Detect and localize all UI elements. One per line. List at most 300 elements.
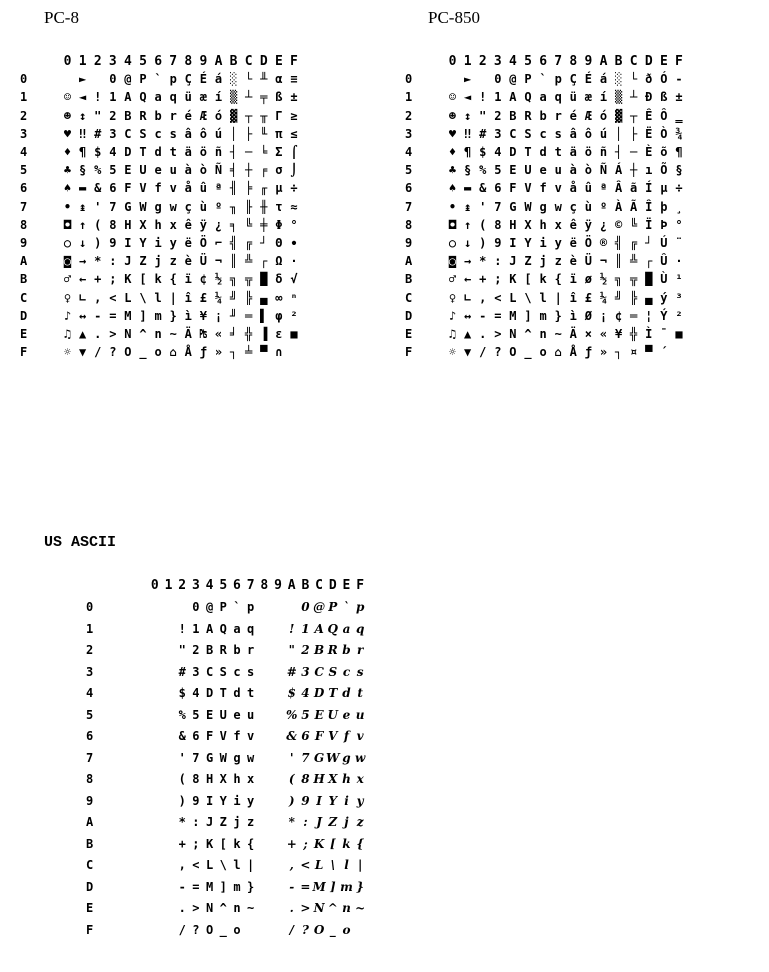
- char-cell: d: [154, 145, 162, 160]
- char-cell: [286, 343, 301, 361]
- char-cell: [271, 833, 285, 855]
- char-cell: ₧: [199, 326, 207, 341]
- char-cell: 0: [192, 600, 200, 615]
- table-row: [86, 919, 367, 941]
- char-cell: [258, 833, 272, 855]
- char-cell: Y: [328, 793, 338, 808]
- char-cell: [258, 769, 272, 791]
- table-row: [405, 161, 687, 179]
- char-cell: ╚: [630, 217, 638, 232]
- char-cell: [: [329, 836, 336, 851]
- char-cell: [258, 618, 272, 640]
- row-label: 4: [20, 145, 28, 160]
- char-cell: ]: [524, 308, 532, 323]
- char-cell: z: [356, 815, 364, 830]
- char-cell: ª: [599, 181, 608, 196]
- char-cell: D: [313, 686, 325, 701]
- column-header: A: [599, 53, 608, 69]
- column-header: 4: [124, 53, 132, 69]
- char-cell: [148, 640, 162, 662]
- row-label: 9: [86, 793, 94, 808]
- char-cell: l: [154, 290, 162, 305]
- usascii-charset-table: [86, 575, 367, 941]
- char-cell: [271, 726, 285, 748]
- char-cell: [258, 747, 272, 769]
- char-cell: R: [139, 108, 147, 123]
- char-cell: x: [247, 772, 255, 787]
- char-cell: ◘: [448, 217, 457, 232]
- char-cell: Î: [645, 199, 653, 214]
- char-cell: ╦: [245, 272, 253, 287]
- char-cell: ¼: [214, 290, 223, 305]
- char-cell: A: [124, 90, 132, 105]
- char-cell: |: [169, 290, 177, 305]
- char-cell: r: [247, 643, 255, 658]
- row-label: 2: [405, 108, 413, 123]
- char-cell: Y: [139, 235, 147, 250]
- column-header: F: [356, 578, 365, 594]
- char-cell: a: [342, 621, 351, 636]
- char-cell: /: [479, 345, 487, 360]
- char-cell: L: [205, 858, 214, 873]
- char-cell: P: [219, 600, 227, 615]
- column-header: E: [274, 53, 283, 69]
- char-cell: Ô: [660, 108, 668, 123]
- char-cell: >: [109, 326, 117, 341]
- char-cell: ä: [184, 145, 192, 160]
- char-cell: (: [288, 772, 295, 787]
- char-cell: ◙: [448, 254, 457, 269]
- char-cell: ♠: [448, 181, 457, 196]
- char-cell: [148, 747, 162, 769]
- row-label: D: [20, 308, 28, 323]
- char-cell: ╥: [260, 108, 268, 123]
- char-cell: K: [509, 272, 517, 287]
- char-cell: b: [342, 643, 351, 658]
- char-cell: à: [569, 163, 577, 178]
- row-label: 7: [86, 750, 94, 765]
- char-cell: +: [178, 836, 186, 851]
- char-cell: [148, 898, 162, 920]
- char-cell: ¢: [199, 272, 207, 287]
- char-cell: B: [124, 108, 132, 123]
- char-cell: Z: [219, 815, 227, 830]
- char-cell: ◄: [79, 90, 87, 105]
- char-cell: C: [509, 126, 517, 141]
- char-cell: û: [199, 181, 207, 196]
- char-cell: Y: [524, 235, 532, 250]
- char-cell: ┬: [630, 108, 638, 123]
- table-row: [20, 288, 302, 306]
- row-label: 5: [20, 163, 28, 178]
- char-cell: ○: [63, 235, 72, 250]
- char-cell: ♂: [63, 272, 72, 287]
- column-header: 4: [205, 578, 214, 594]
- char-cell: ╠: [630, 290, 638, 305]
- char-cell: ~: [554, 326, 562, 341]
- char-cell: !: [178, 621, 186, 636]
- row-label: 1: [405, 90, 413, 105]
- row-label: 6: [405, 181, 413, 196]
- char-cell: │: [229, 126, 238, 141]
- char-cell: §: [464, 163, 472, 178]
- char-cell: u: [247, 707, 255, 722]
- column-header: C: [315, 578, 323, 594]
- char-cell: [162, 833, 176, 855]
- char-cell: ╗: [229, 272, 238, 287]
- char-cell: ▼: [79, 345, 87, 360]
- column-header: 3: [493, 53, 502, 69]
- char-cell: ↨: [464, 199, 472, 214]
- char-cell: É: [199, 72, 207, 87]
- char-cell: Ú: [660, 235, 668, 250]
- char-cell: Å: [569, 345, 577, 360]
- char-cell: {: [356, 836, 365, 851]
- char-cell: Ö: [584, 235, 592, 250]
- char-cell: I: [509, 235, 517, 250]
- char-cell: 7: [109, 199, 117, 214]
- table-row: [405, 70, 687, 88]
- char-cell: Đ: [645, 90, 653, 105]
- char-cell: ▲: [79, 326, 87, 341]
- char-cell: î: [569, 290, 577, 305]
- table-row: [405, 216, 687, 234]
- char-cell: ß: [275, 90, 283, 105]
- char-cell: N: [205, 901, 214, 916]
- char-cell: ─: [245, 145, 253, 160]
- char-cell: Â: [614, 181, 623, 196]
- table-row: [405, 307, 687, 325]
- char-cell: ÿ: [199, 217, 207, 232]
- char-cell: í: [214, 90, 223, 105]
- table-row: [20, 70, 302, 88]
- char-cell: y: [356, 793, 364, 808]
- char-cell: f: [233, 729, 241, 744]
- char-cell: ┤: [229, 145, 238, 160]
- column-header: D: [328, 578, 337, 594]
- char-cell: ░: [229, 72, 238, 87]
- table-row: [405, 288, 687, 306]
- char-cell: ╬: [245, 326, 253, 341]
- char-cell: ╖: [229, 199, 238, 214]
- char-cell: }: [169, 308, 177, 323]
- usascii-title: US ASCII: [44, 534, 117, 551]
- char-cell: ↕: [79, 108, 87, 123]
- char-cell: ³: [675, 290, 683, 305]
- table-row: [405, 143, 687, 161]
- char-cell: ╪: [260, 217, 268, 232]
- char-cell: v: [247, 729, 255, 744]
- char-cell: [148, 876, 162, 898]
- char-cell: 9: [109, 235, 117, 250]
- char-cell: k: [233, 836, 241, 851]
- char-cell: ╒: [260, 163, 268, 178]
- char-cell: →: [79, 254, 87, 269]
- char-cell: ^: [219, 901, 227, 916]
- char-cell: m: [154, 308, 162, 323]
- char-cell: i: [154, 235, 162, 250]
- char-cell: h: [539, 217, 547, 232]
- column-header: 5: [524, 53, 532, 69]
- char-cell: ↔: [464, 308, 472, 323]
- char-cell: [271, 640, 285, 662]
- char-cell: °: [290, 217, 298, 232]
- header-row: [20, 52, 302, 70]
- table-row: [86, 876, 367, 898]
- char-cell: @: [313, 600, 326, 615]
- char-cell: M: [509, 308, 517, 323]
- char-cell: ï: [569, 272, 577, 287]
- char-cell: ú: [214, 126, 223, 141]
- char-cell: ╠: [245, 290, 253, 305]
- char-cell: P: [139, 72, 147, 87]
- char-cell: X: [219, 772, 227, 787]
- table-row: [20, 125, 302, 143]
- char-cell: Z: [328, 815, 338, 830]
- char-cell: k: [342, 836, 351, 851]
- char-cell: ∞: [275, 290, 283, 305]
- char-cell: [148, 597, 162, 619]
- char-cell: £: [584, 290, 592, 305]
- char-cell: [175, 597, 189, 619]
- char-cell: ▒: [614, 90, 623, 105]
- char-cell: ]: [139, 308, 147, 323]
- char-cell: ∟: [464, 290, 472, 305]
- char-cell: Ý: [660, 308, 668, 323]
- column-header: 6: [539, 53, 548, 69]
- char-cell: è: [184, 254, 192, 269]
- char-cell: [258, 726, 272, 748]
- char-cell: d: [233, 686, 241, 701]
- char-cell: >: [494, 326, 502, 341]
- char-cell: j: [154, 254, 162, 269]
- char-cell: ü: [569, 90, 577, 105]
- char-cell: [271, 704, 285, 726]
- char-cell: C: [205, 664, 214, 679]
- char-cell: ì: [184, 308, 192, 323]
- char-cell: Æ: [199, 108, 207, 123]
- char-cell: ^: [524, 326, 532, 341]
- char-cell: Ä: [569, 326, 577, 341]
- char-cell: ?: [301, 922, 309, 937]
- char-cell: ▬: [79, 181, 87, 196]
- char-cell: ): [479, 235, 487, 250]
- header-row: [405, 52, 687, 70]
- char-cell: S: [219, 664, 227, 679]
- char-cell: Y: [219, 793, 227, 808]
- char-cell: o: [342, 922, 351, 937]
- char-cell: n: [539, 326, 547, 341]
- char-cell: ◙: [63, 254, 72, 269]
- char-cell: $: [178, 686, 186, 701]
- char-cell: `: [154, 72, 162, 87]
- char-cell: ¸: [675, 199, 683, 214]
- char-cell: ╤: [260, 90, 268, 105]
- table-row: [86, 618, 367, 640]
- char-cell: ☻: [63, 108, 72, 123]
- char-cell: Í: [645, 181, 653, 196]
- char-cell: █: [260, 272, 268, 287]
- char-cell: ¾: [675, 126, 683, 141]
- char-cell: [271, 876, 285, 898]
- char-cell: p: [554, 72, 562, 87]
- char-cell: ä: [569, 145, 577, 160]
- char-cell: α: [275, 72, 283, 87]
- char-cell: {: [247, 836, 255, 851]
- table-row: [405, 234, 687, 252]
- char-cell: W: [219, 750, 227, 765]
- row-label: D: [86, 879, 94, 894]
- char-cell: ê: [569, 217, 577, 232]
- char-cell: ■: [675, 326, 683, 341]
- row-label: A: [86, 815, 94, 830]
- char-cell: è: [569, 254, 577, 269]
- char-cell: ¥: [614, 326, 623, 341]
- char-cell: _: [139, 345, 147, 360]
- pc8-title: PC-8: [44, 8, 79, 27]
- char-cell: o: [539, 345, 547, 360]
- char-cell: ô: [199, 126, 207, 141]
- char-cell: ÷: [675, 181, 683, 196]
- char-cell: ": [178, 643, 186, 658]
- char-cell: └: [245, 72, 253, 87]
- char-cell: O: [313, 922, 325, 937]
- char-cell: ▄: [260, 290, 268, 305]
- char-cell: ©: [614, 217, 623, 232]
- char-cell: @: [509, 72, 517, 87]
- char-cell: g: [154, 199, 162, 214]
- char-cell: ╩: [630, 254, 638, 269]
- char-cell: [271, 618, 285, 640]
- char-cell: 0: [494, 72, 502, 87]
- table-row: [405, 270, 687, 288]
- char-cell: Å: [184, 345, 192, 360]
- char-cell: ∩: [275, 345, 283, 360]
- char-cell: S: [524, 126, 532, 141]
- char-cell: v: [356, 729, 364, 744]
- char-cell: ↓: [464, 235, 472, 250]
- char-cell: /: [178, 922, 186, 937]
- char-cell: :: [494, 254, 502, 269]
- table-row: [86, 790, 367, 812]
- char-cell: 1: [109, 90, 117, 105]
- char-cell: 4: [109, 145, 117, 160]
- char-cell: ?: [494, 345, 502, 360]
- column-header: 7: [246, 578, 255, 594]
- char-cell: 4: [192, 686, 200, 701]
- char-cell: i: [344, 793, 349, 808]
- char-cell: ♪: [448, 308, 457, 323]
- table-row: [20, 234, 302, 252]
- char-cell: R: [327, 643, 338, 658]
- char-cell: [258, 597, 272, 619]
- table-row: [20, 252, 302, 270]
- row-label: F: [86, 922, 94, 937]
- char-cell: ≡: [290, 72, 298, 87]
- char-cell: *: [288, 815, 295, 830]
- char-cell: ª: [214, 181, 223, 196]
- char-cell: [162, 618, 176, 640]
- char-cell: Ä: [184, 326, 192, 341]
- char-cell: h: [342, 772, 351, 787]
- row-label: 2: [86, 643, 94, 658]
- char-cell: U: [219, 707, 227, 722]
- char-cell: È: [645, 145, 653, 160]
- char-cell: [258, 683, 272, 705]
- char-cell: ‼: [464, 126, 472, 141]
- char-cell: t: [357, 686, 363, 701]
- char-cell: ;: [109, 272, 117, 287]
- column-header: 9: [274, 578, 282, 594]
- char-cell: s: [356, 664, 364, 679]
- char-cell: x: [554, 217, 562, 232]
- char-cell: X: [328, 772, 338, 787]
- char-cell: Ø: [584, 308, 592, 323]
- char-cell: ⁿ: [290, 290, 298, 305]
- char-cell: H: [124, 217, 132, 232]
- char-cell: Ç: [569, 72, 577, 87]
- char-cell: 9: [301, 793, 310, 808]
- char-cell: t: [247, 686, 255, 701]
- char-cell: û: [584, 181, 592, 196]
- char-cell: $: [94, 145, 102, 160]
- char-cell: 2: [109, 108, 117, 123]
- row-label: 0: [405, 72, 413, 87]
- char-cell: ‼: [79, 126, 87, 141]
- char-cell: Ï: [645, 217, 653, 232]
- char-cell: H: [313, 772, 325, 787]
- column-header: B: [614, 53, 623, 69]
- char-cell: ': [94, 199, 102, 214]
- char-cell: t: [554, 145, 562, 160]
- char-cell: 9: [192, 793, 200, 808]
- row-label: E: [20, 326, 28, 341]
- char-cell: ¶: [79, 145, 87, 160]
- char-cell: !: [479, 90, 487, 105]
- char-cell: ╔: [630, 235, 638, 250]
- table-row: [20, 216, 302, 234]
- char-cell: ╔: [245, 235, 253, 250]
- char-cell: ◘: [63, 217, 72, 232]
- table-row: [405, 88, 687, 106]
- table-row: [20, 179, 302, 197]
- char-cell: J: [316, 815, 322, 830]
- char-cell: I: [205, 793, 214, 808]
- char-cell: B: [314, 643, 325, 658]
- char-cell: p: [247, 600, 255, 615]
- char-cell: φ: [275, 308, 283, 323]
- char-cell: .: [289, 901, 294, 916]
- table-row: [86, 661, 367, 683]
- char-cell: ╝: [229, 290, 238, 305]
- row-label: 8: [86, 772, 94, 787]
- char-cell: ┐: [229, 345, 238, 360]
- char-cell: ²: [675, 308, 683, 323]
- char-cell: Ó: [660, 72, 668, 87]
- char-cell: \: [330, 858, 335, 873]
- char-cell: \: [219, 858, 227, 873]
- char-cell: R: [524, 108, 532, 123]
- char-cell: £: [199, 290, 207, 305]
- row-label: 9: [405, 235, 413, 250]
- char-cell: ╣: [614, 235, 623, 250]
- char-cell: f: [154, 181, 162, 196]
- char-cell: {: [169, 272, 177, 287]
- char-cell: [271, 812, 285, 834]
- char-cell: ∟: [79, 290, 87, 305]
- char-cell: J: [124, 254, 132, 269]
- char-cell: [244, 919, 258, 941]
